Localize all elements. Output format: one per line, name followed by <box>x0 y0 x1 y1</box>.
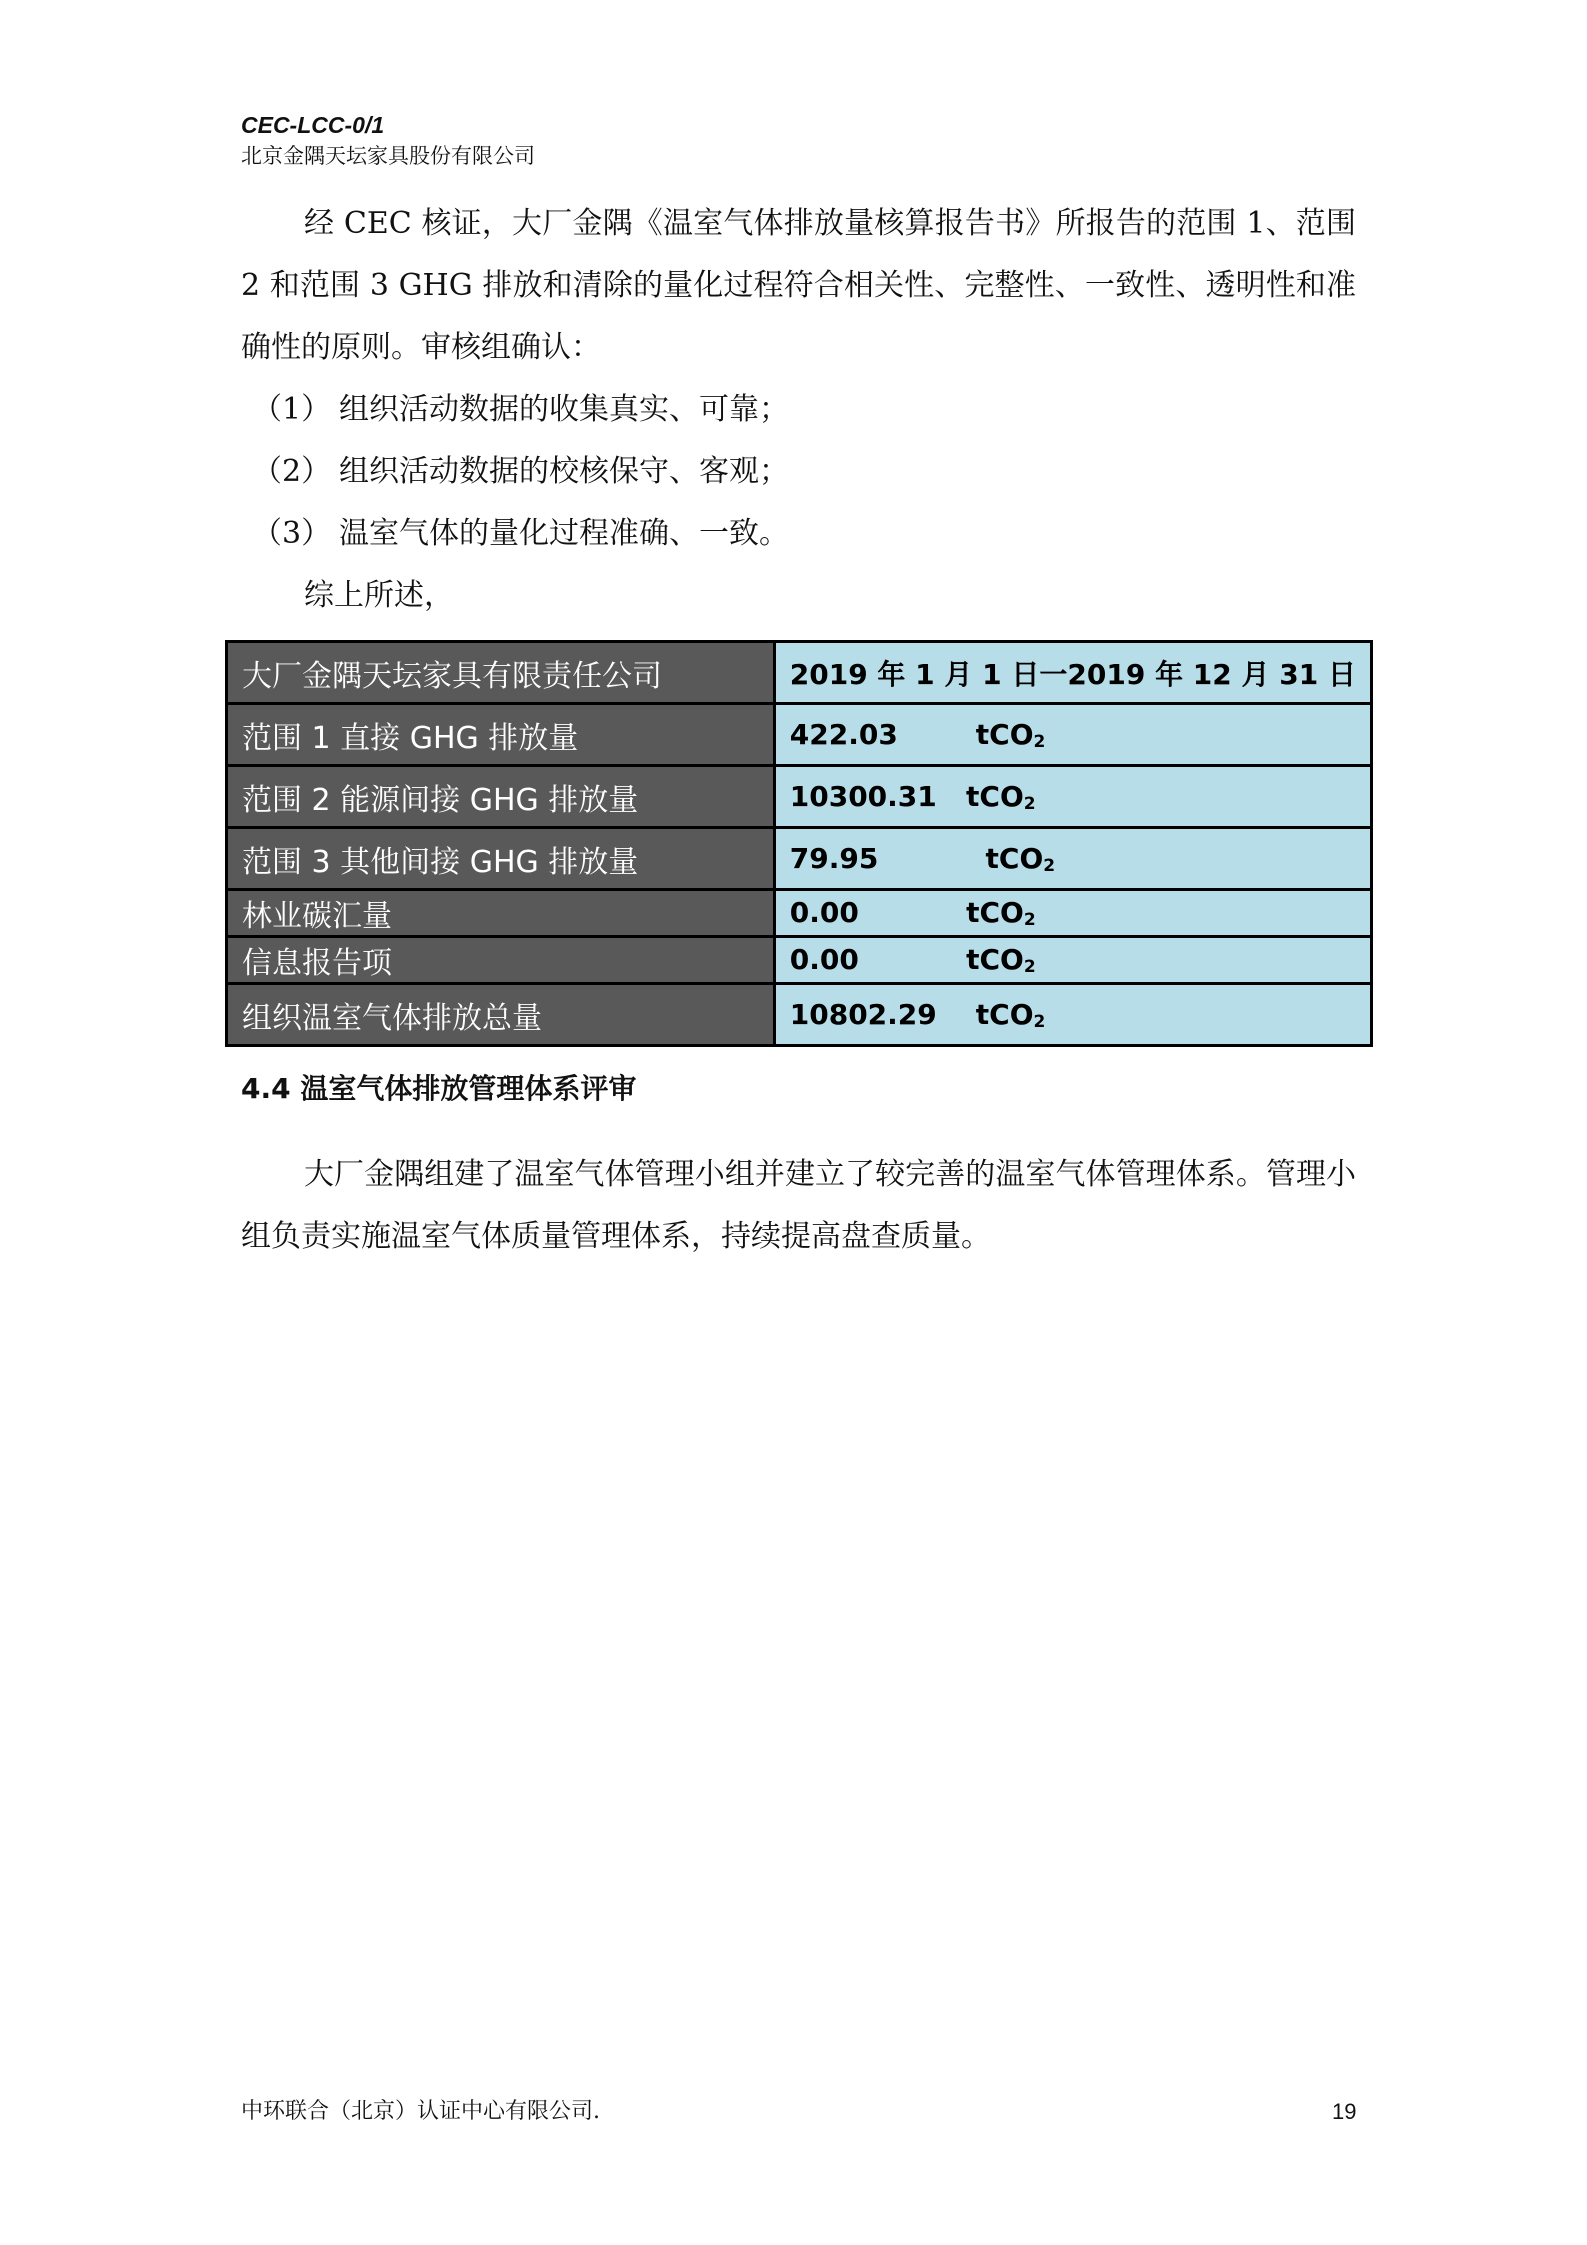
unit-subscript: 2 <box>1033 731 1046 752</box>
table-row <box>227 890 1372 937</box>
row-value <box>774 828 1371 890</box>
list-item <box>252 441 789 503</box>
unit-subscript: 2 <box>1023 910 1036 930</box>
row-value <box>774 642 1371 704</box>
value-text: 422.03 <box>789 717 976 751</box>
document-code: CEC-LCC-0/1 <box>241 112 385 138</box>
confirmation-list <box>252 379 789 565</box>
unit-subscript: 2 <box>1043 855 1056 876</box>
list-item-number: （3） <box>252 516 332 551</box>
row-label: 大厂金隅天坛家具有限责任公司 <box>227 642 775 704</box>
list-item-text: 组织活动数据的收集真实、可靠； <box>339 392 789 427</box>
table-row <box>227 984 1372 1046</box>
row-label: 范围 2 能源间接 GHG 排放量 <box>227 766 775 828</box>
value-text: 0.00 <box>789 896 967 929</box>
row-value <box>774 890 1371 937</box>
unit-subscript: 2 <box>1023 957 1036 977</box>
row-label: 范围 3 其他间接 GHG 排放量 <box>227 828 775 890</box>
value-text: 10802.29 <box>789 997 976 1031</box>
value-text: 2019 年 1 月 1 日一2019 年 12 月 31 日 <box>789 657 1356 691</box>
value-text: 10300.31 <box>789 779 967 813</box>
list-item-text: 组织活动数据的校核保守、客观； <box>339 454 789 489</box>
unit-text: tCO <box>966 779 1024 813</box>
page-number: 19 <box>1332 2099 1357 2124</box>
row-label: 组织温室气体排放总量 <box>227 984 775 1046</box>
value-text: 0.00 <box>789 943 967 976</box>
unit <box>966 780 1036 813</box>
footer-issuer: 中环联合（北京）认证中心有限公司. <box>241 2099 600 2124</box>
table-row <box>227 937 1372 984</box>
row-value <box>774 766 1371 828</box>
list-item-text: 温室气体的量化过程准确、一致。 <box>339 516 789 551</box>
header-company-name: 北京金隅天坛家具股份有限公司 <box>241 144 535 168</box>
list-item-number: （1） <box>252 392 332 427</box>
management-system-paragraph: 大厂金隅组建了温室气体管理小组并建立了较完善的温室气体管理体系。管理小组负责实施温室气体质量管理体系，持续提高盘查质量。 <box>241 1157 1356 1254</box>
unit-subscript: 2 <box>1023 793 1036 814</box>
summary-intro: 综上所述， <box>304 578 454 613</box>
unit <box>976 718 1046 751</box>
unit <box>976 998 1046 1031</box>
row-value <box>774 704 1371 766</box>
row-value <box>774 984 1371 1046</box>
list-item-number: （2） <box>252 454 332 489</box>
unit-text: tCO <box>966 896 1024 929</box>
value-text: 79.95 <box>789 841 986 875</box>
list-item <box>252 379 789 441</box>
table-row <box>227 828 1372 890</box>
unit-subscript: 2 <box>1033 1011 1046 1032</box>
section-heading: 4.4 温室气体排放管理体系评审 <box>241 1072 637 1105</box>
unit-text: tCO <box>975 717 1034 751</box>
table-row <box>227 766 1372 828</box>
unit <box>966 943 1036 976</box>
emissions-table <box>225 640 1373 1047</box>
table-row <box>227 642 1372 704</box>
row-value <box>774 937 1371 984</box>
row-label: 范围 1 直接 GHG 排放量 <box>227 704 775 766</box>
row-label: 信息报告项 <box>227 937 775 984</box>
unit <box>966 896 1036 929</box>
unit-text: tCO <box>975 997 1034 1031</box>
unit-text: tCO <box>966 943 1024 976</box>
list-item <box>252 503 789 565</box>
row-label: 林业碳汇量 <box>227 890 775 937</box>
unit-text: tCO <box>985 841 1044 875</box>
unit <box>986 842 1056 875</box>
verification-paragraph: 经 CEC 核证，大厂金隅《温室气体排放量核算报告书》所报告的范围 1、范围 2 和范围 3 GHG 排放和清除的量化过程符合相关性、完整性、一致性、透明性和准确性的原则。审核组确认： <box>241 206 1356 365</box>
table-row <box>227 704 1372 766</box>
